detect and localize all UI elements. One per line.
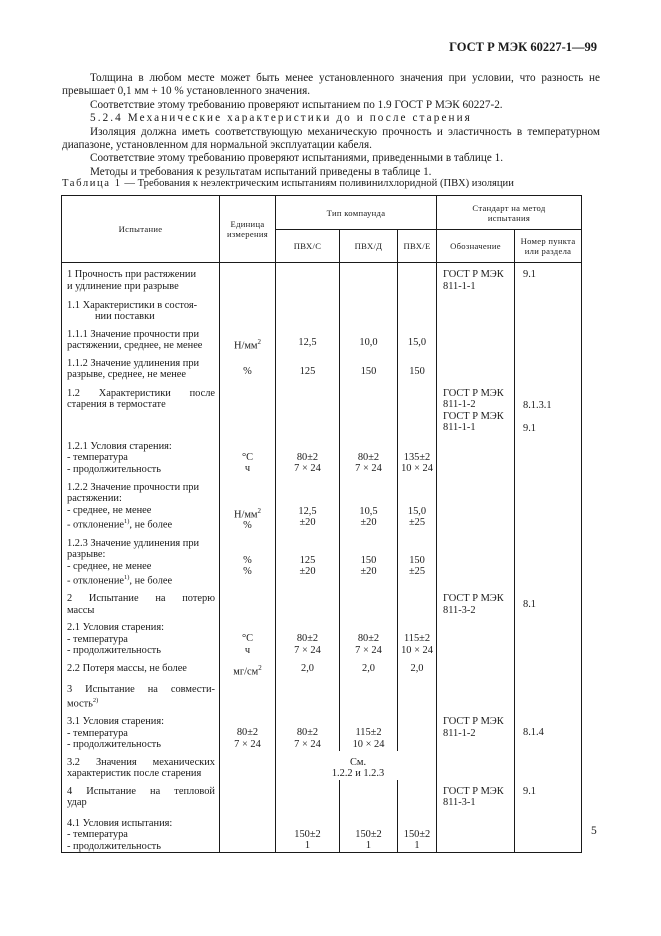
header-designation: Обозначение [437, 230, 515, 263]
table-row: 1.2.1 Условия старения: - температура - продолжительность °С ч 80±2 7 × 24 80±2 7 × 24 135±2 10 × 24 [62, 435, 582, 476]
table-row: 2.2 Потеря массы, не более $мг/см^2$ 2,0 2,0 2,0 [62, 657, 582, 678]
header-pvc-e: ПВХ/Е [398, 230, 437, 263]
body-text [62, 72, 600, 179]
header-compound: Тип компаунда [276, 196, 437, 230]
table-row: 1.1.2 Значение удлинения при разрыве, среднее, не менее % 125 150 150 [62, 352, 582, 382]
requirements-table [61, 195, 582, 853]
table-row: 1.1 Характеристики в состоя- нии поставки [62, 294, 582, 323]
table-row: 1.2.3 Значение удлинения при разрыве: - среднее, не менее - отклонение$^{1)}$, не более % % 125 ±20 150 ±20 150 ±25 [62, 532, 582, 587]
table-row: 2.1 Условия старения: - температура - продолжительность °С ч 80±2 7 × 24 80±2 7 × 24 115±2 10 × 24 [62, 616, 582, 657]
table-caption-text: — Требования к неэлектрическим испытаниям поливинилхлоридной (ПВХ) изоляции [121, 178, 514, 189]
table-row: 2 Испытание на потерю массы ГОСТ Р МЭК 811-3-2 8.1 [62, 587, 582, 616]
table-row: 1.2 Характеристики после старения в термостате ГОСТ Р МЭК 811-1-2 ГОСТ Р МЭК 811-1-1 8.1.3.1 9.1 [62, 382, 582, 435]
paragraph-compliance-1: Соответствие этому требованию проверяют испытанием по 1.9 ГОСТ Р МЭК 60227-2. [90, 98, 503, 111]
table-row: 4.1 Условия испытания: - температура - продолжительность 150±2 1 150±2 1 150±2 1 [62, 812, 582, 853]
paragraph-insulation: Изоляция должна иметь соответствующую механическую прочность и эластичность в температурном диапазоне, установленном для нормальной эксплуатации кабеля. [62, 125, 600, 152]
header-test: Испытание [62, 196, 220, 263]
document-header: ГОСТ Р МЭК 60227-1—99 [449, 40, 597, 54]
table-header-row [62, 196, 582, 230]
table-row: 1 Прочность при растяжении и удлинение при разрыве ГОСТ Р МЭК 811-1-1 9.1 [62, 263, 582, 294]
paragraph-methods: Методы и требования к результатам испытаний приведены в таблице 1. [90, 165, 432, 178]
table-row: 3.2 Значения механических характеристик после старения См. 1.2.2 и 1.2.3 [62, 751, 582, 780]
table-row: 3 Испытание на совмести- мость$^{2)}$ [62, 678, 582, 710]
table-caption [62, 178, 514, 189]
paragraph-thickness: Толщина в любом месте может быть менее установленного значения при условии, что разность не превышает 0,1 мм + 10 % установленного значения. [62, 72, 600, 98]
table-row: 4 Испытание на тепловой удар ГОСТ Р МЭК 811-3-1 9.1 [62, 780, 582, 812]
paragraph-compliance-2: Соответствие этому требованию проверяют испытаниями, приведенными в таблице 1. [90, 152, 504, 165]
table-row: 1.1.1 Значение прочности при растяжении, среднее, не менее $Н/мм^2$ 12,5 10,0 15,0 [62, 323, 582, 352]
page-number: 5 [591, 825, 597, 837]
header-unit: Единица измерения [220, 196, 276, 263]
header-standard: Стандарт на метод испытания [437, 196, 582, 230]
table-caption-label: Таблица 1 [62, 178, 122, 189]
section-heading-text: 5.2.4 Механические характеристики до и после старения [90, 112, 472, 125]
section-heading [62, 112, 600, 125]
header-pvc-d: ПВХ/Д [340, 230, 398, 263]
table-row: 3.1 Условия старения: - температура - продолжительность 80±2 7 × 24 80±2 7 × 24 115±2 10 × 24 ГОСТ Р МЭК 811-1-2 8.1.4 [62, 710, 582, 751]
table-row: 1.2.2 Значение прочности при растяжении: - среднее, не менее - отклонение$^{1)}$, не более $Н/мм^2$ % 12,5 ±20 10,5 ±20 15,0 ±25 [62, 476, 582, 532]
header-clause: Номер пункта или раздела [515, 230, 582, 263]
header-pvc-c: ПВХ/С [276, 230, 340, 263]
